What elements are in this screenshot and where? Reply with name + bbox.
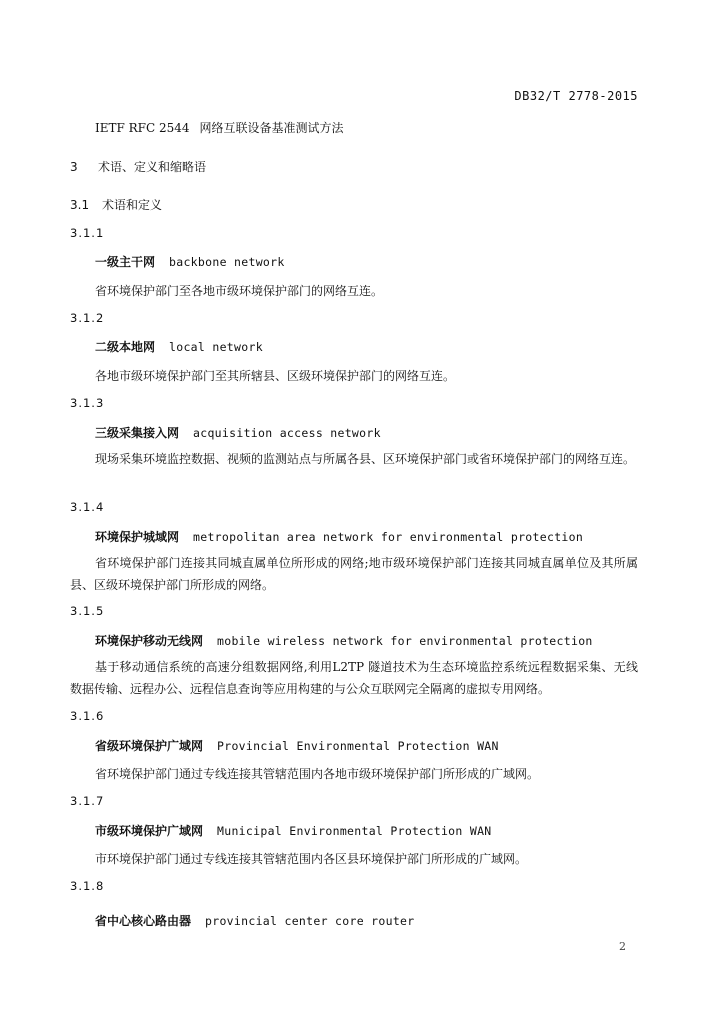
term-definition: 基于移动通信系统的高速分组数据网络,利用L2TP 隧道技术为生态环境监控系统远程数据采集、无线数据传输、远程办公、远程信息查询等应用构建的与公众互联网完全隔离的虚拟专用网络。 bbox=[70, 660, 638, 696]
standard-code: DB32/T 2778-2015 bbox=[514, 89, 638, 103]
section-heading bbox=[70, 158, 206, 175]
term-zh: 一级主干网 bbox=[95, 255, 156, 269]
page-number: 2 bbox=[619, 940, 626, 953]
reference-code: IETF RFC 2544 bbox=[95, 121, 190, 135]
term-number: 3.1.2 bbox=[70, 311, 105, 325]
term-definition: 市环境保护部门通过专线连接其管辖范围内各区县环境保护部门所形成的广域网。 bbox=[95, 852, 528, 866]
term-zh: 二级本地网 bbox=[95, 340, 156, 354]
term-definition: 省环境保护部门连接其同城直属单位所形成的网络;地市级环境保护部门连接其同城直属单位及其所属县、区级环境保护部门所形成的网络。 bbox=[70, 556, 638, 592]
term-definition: 各地市级环境保护部门至其所辖县、区级环境保护部门的网络互连。 bbox=[95, 369, 456, 383]
term-en: acquisition access network bbox=[193, 426, 381, 440]
term-definition: 省环境保护部门至各地市级环境保护部门的网络互连。 bbox=[95, 284, 384, 298]
term-heading bbox=[95, 424, 381, 441]
term-zh: 环境保护城域网 bbox=[95, 530, 180, 544]
term-heading bbox=[95, 737, 499, 754]
term-number: 3.1.5 bbox=[70, 604, 105, 618]
term-zh: 省级环境保护广域网 bbox=[95, 739, 204, 753]
subsection-number: 3.1 bbox=[70, 198, 90, 212]
term-number: 3.1.4 bbox=[70, 500, 105, 514]
term-en: local network bbox=[169, 340, 263, 354]
term-heading bbox=[95, 822, 492, 839]
term-zh: 市级环境保护广域网 bbox=[95, 824, 204, 838]
subsection-heading bbox=[70, 196, 162, 213]
term-heading bbox=[95, 253, 285, 270]
term-en: Municipal Environmental Protection WAN bbox=[217, 824, 492, 838]
term-heading bbox=[95, 338, 263, 355]
term-heading bbox=[95, 632, 593, 649]
term-zh: 省中心核心路由器 bbox=[95, 914, 192, 928]
term-heading bbox=[95, 912, 415, 929]
term-zh: 环境保护移动无线网 bbox=[95, 634, 204, 648]
term-en: Provincial Environmental Protection WAN bbox=[217, 739, 499, 753]
term-number: 3.1.3 bbox=[70, 396, 105, 410]
reference-entry bbox=[95, 119, 344, 136]
term-en: mobile wireless network for environmental protection bbox=[217, 634, 593, 648]
term-en: backbone network bbox=[169, 255, 285, 269]
term-number: 3.1.8 bbox=[70, 879, 105, 893]
term-number: 3.1.7 bbox=[70, 794, 105, 808]
subsection-title: 术语和定义 bbox=[102, 198, 163, 212]
section-number: 3 bbox=[70, 160, 78, 174]
term-zh: 三级采集接入网 bbox=[95, 426, 180, 440]
section-title: 术语、定义和缩略语 bbox=[98, 160, 207, 174]
term-number: 3.1.6 bbox=[70, 709, 105, 723]
term-heading bbox=[95, 528, 583, 545]
term-number: 3.1.1 bbox=[70, 226, 105, 240]
reference-title: 网络互联设备基准测试方法 bbox=[199, 121, 344, 135]
term-en: provincial center core router bbox=[205, 914, 415, 928]
term-definition: 省环境保护部门通过专线连接其管辖范围内各地市级环境保护部门所形成的广域网。 bbox=[95, 767, 540, 781]
term-definition: 现场采集环境监控数据、视频的监测站点与所属各县、区环境保护部门或省环境保护部门的网络互连。 bbox=[95, 452, 636, 466]
term-en: metropolitan area network for environmental protection bbox=[193, 530, 584, 544]
